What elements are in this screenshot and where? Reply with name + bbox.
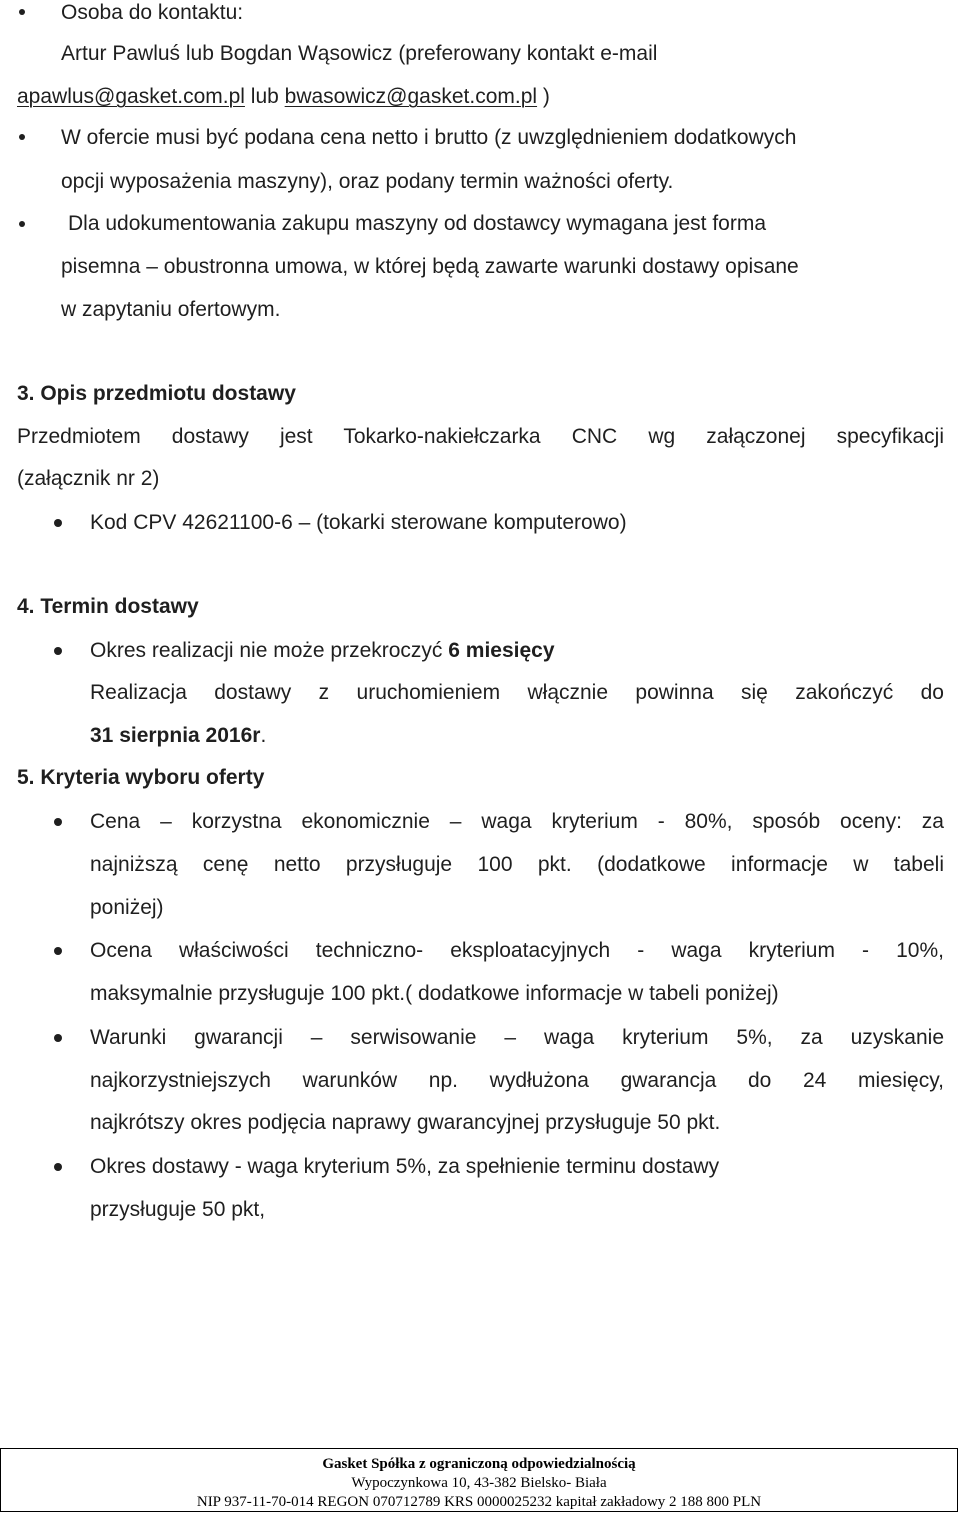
section-3-heading: 3. Opis przedmiotu dostawy (17, 382, 296, 405)
criterion-technical-line-2: maksymalnie przysługuje 100 pkt.( dodatkowe informacje w tabeli poniżej) (90, 982, 779, 1005)
price-line-1: W ofercie musi być podana cena netto i brutto (z uwzględnieniem dodatkowych (61, 126, 797, 149)
bullet-dot (54, 1034, 62, 1042)
bullet-dot (19, 134, 25, 140)
contract-line-3: w zapytaniu ofertowym. (61, 298, 281, 321)
email-close: ) (537, 85, 550, 108)
bullet-dot (54, 947, 62, 955)
email-link-bwasowicz[interactable]: bwasowicz@gasket.com.pl (284, 85, 538, 108)
price-line-2: opcji wyposażenia maszyny), oraz podany termin ważności oferty. (61, 170, 674, 193)
cpv-code: Kod CPV 42621100-6 – (tokarki sterowane komputerowo) (90, 511, 627, 534)
contact-emails (17, 84, 550, 110)
footer-address: Wypoczynkowa 10, 43-382 Bielsko- Biała (351, 1475, 607, 1491)
criterion-warranty-line-2: najkorzystniejszych warunków np. wydłużona gwarancja do 24 miesięcy, (90, 1069, 944, 1092)
section-5-heading: 5. Kryteria wyboru oferty (17, 766, 265, 789)
email-link-apawlus[interactable]: apawlus@gasket.com.pl (17, 85, 245, 108)
bullet-dot (54, 519, 62, 527)
realization-period (90, 638, 555, 664)
email-separator: lub (244, 85, 285, 108)
section-3-line-1: Przedmiotem dostawy jest Tokarko-nakiełczarka CNC wg załączonej specyfikacji (17, 425, 944, 448)
contract-line-2: pisemna – obustronna umowa, w której będą zawarte warunki dostawy opisane (61, 255, 799, 278)
criterion-technical-line-1: Ocena właściwości techniczno- eksploatacyjnych - waga kryterium - 10%, (90, 939, 944, 962)
deadline-period: . (260, 724, 267, 747)
bullet-dot (54, 818, 62, 826)
bullet-dot (19, 9, 25, 15)
criterion-price-line-2: najniższą cenę netto przysługuje 100 pkt. (dodatkowe informacje w tabeli (90, 853, 944, 876)
realization-period-text: Okres realizacji nie może przekroczyć (90, 639, 449, 662)
bullet-dot (19, 221, 25, 227)
criterion-price-line-1: Cena – korzystna ekonomicznie – waga kryterium - 80%, sposób oceny: za (90, 810, 944, 833)
criterion-delivery-line-1: Okres dostawy - waga kryterium 5%, za spełnienie terminu dostawy (90, 1155, 720, 1178)
bullet-dot (54, 647, 62, 655)
criterion-delivery-line-2: przysługuje 50 pkt, (90, 1198, 266, 1221)
footer-registry: NIP 937-11-70-014 REGON 070712789 KRS 0000025232 kapitał zakładowy 2 188 800 PLN (196, 1494, 762, 1510)
company-footer (0, 1448, 958, 1512)
section-4-heading: 4. Termin dostawy (17, 595, 199, 618)
contract-line-1: Dla udokumentowania zakupu maszyny od dostawcy wymagana jest forma (68, 212, 767, 235)
realization-deadline-date (90, 723, 266, 749)
section-3-line-2: (załącznik nr 2) (17, 467, 160, 490)
deadline-date: 31 sierpnia 2016r (90, 724, 261, 747)
contact-persons: Artur Pawluś lub Bogdan Wąsowicz (preferowany kontakt e-mail (61, 42, 658, 65)
bullet-dot (54, 1163, 62, 1171)
criterion-warranty-line-1: Warunki gwarancji – serwisowanie – waga kryterium 5%, za uzyskanie (90, 1026, 944, 1049)
realization-deadline-line: Realizacja dostawy z uruchomieniem włącznie powinna się zakończyć do (90, 681, 944, 704)
criterion-warranty-line-3: najkrótszy okres podjęcia naprawy gwarancyjnej przysługuje 50 pkt. (90, 1111, 721, 1134)
criterion-price-line-3: poniżej) (90, 896, 164, 919)
contact-label: Osoba do kontaktu: (61, 1, 244, 24)
footer-company-name: Gasket Spółka z ograniczoną odpowiedzialnością (322, 1456, 636, 1472)
realization-period-months: 6 miesięcy (448, 639, 555, 662)
